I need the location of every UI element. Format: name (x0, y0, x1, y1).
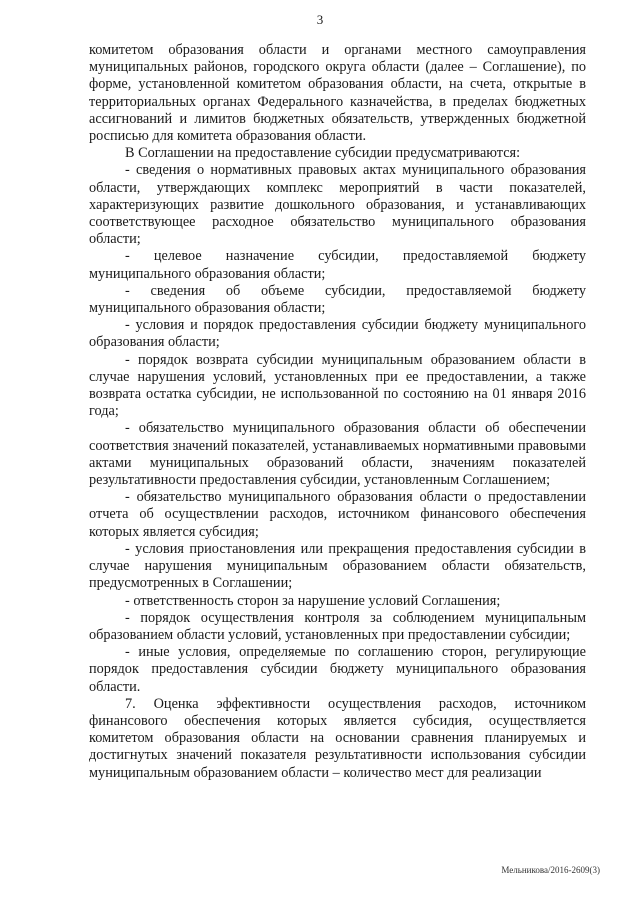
paragraph: - условия приостановления или прекращения предоставления субсидии в случае нарушения муниципальным образованием области обязательств, предусмотренных в Соглашении; (89, 540, 586, 592)
paragraph: В Соглашении на предоставление субсидии предусматриваются: (125, 145, 521, 162)
paragraph: - обязательство муниципального образования области об обеспечении соответствия значений показателей, устанавливаемых нормативными правовыми актами муниципальных образований области, значениям показателей результативности предоставления субсидии, установленным Соглашением; (89, 420, 586, 489)
footer-reference: Мельникова/2016-2609(3) (501, 865, 600, 875)
paragraph: комитетом образования области и органами местного самоуправления муниципальных районов, городского округа области (далее – Соглашение), по форме, установленной комитетом образования области, на счета, открытые в территориальных органах Федерального казначейства, в пределах бюджетных ассигнований и лимитов бюджетных обязательств, утвержденных бюджетной росписью для комитета образования области. (89, 42, 586, 145)
paragraph: - порядок возврата субсидии муниципальным образованием области в случае нарушения условий, установленных при ее предоставлении, а также возврата остатка субсидии, не использованной по состоянию на 01 января 2016 года; (89, 351, 586, 420)
paragraph: 7. Оценка эффективности осуществления расходов, источником финансового обеспечения которых является субсидия, осуществляется комитетом образования области на основании сравнения планируемых и достигнутых значений показателя результативности использования субсидии муниципальным образованием области – количество мест для реализации (89, 695, 586, 781)
paragraph: - целевое назначение субсидии, предоставляемой бюджету муниципального образования области; (89, 248, 586, 282)
paragraph: - иные условия, определяемые по соглашению сторон, регулирующие порядок предоставления субсидии бюджету муниципального образования области. (89, 644, 586, 695)
paragraph: - сведения о нормативных правовых актах муниципального образования области, утверждающих комплекс мероприятий в части показателей, характеризующих развитие дошкольного образования, и устанавливающих соответствующее расходное обязательство муниципального образования области; (89, 162, 586, 248)
paragraph: - обязательство муниципального образования области о предоставлении отчета об осуществлении расходов, источником финансового обеспечения которых является субсидия; (89, 489, 586, 540)
paragraph: - порядок осуществления контроля за соблюдением муниципальным образованием области условий, установленных при предоставлении субсидии; (89, 609, 586, 643)
paragraph: - сведения об объеме субсидии, предоставляемой бюджету муниципального образования области; (89, 282, 586, 317)
paragraph: - ответственность сторон за нарушение условий Соглашения; (125, 592, 501, 609)
paragraph: - условия и порядок предоставления субсидии бюджету муниципального образования области; (89, 317, 586, 351)
document-body (89, 42, 586, 782)
page-number: 3 (316, 12, 324, 27)
